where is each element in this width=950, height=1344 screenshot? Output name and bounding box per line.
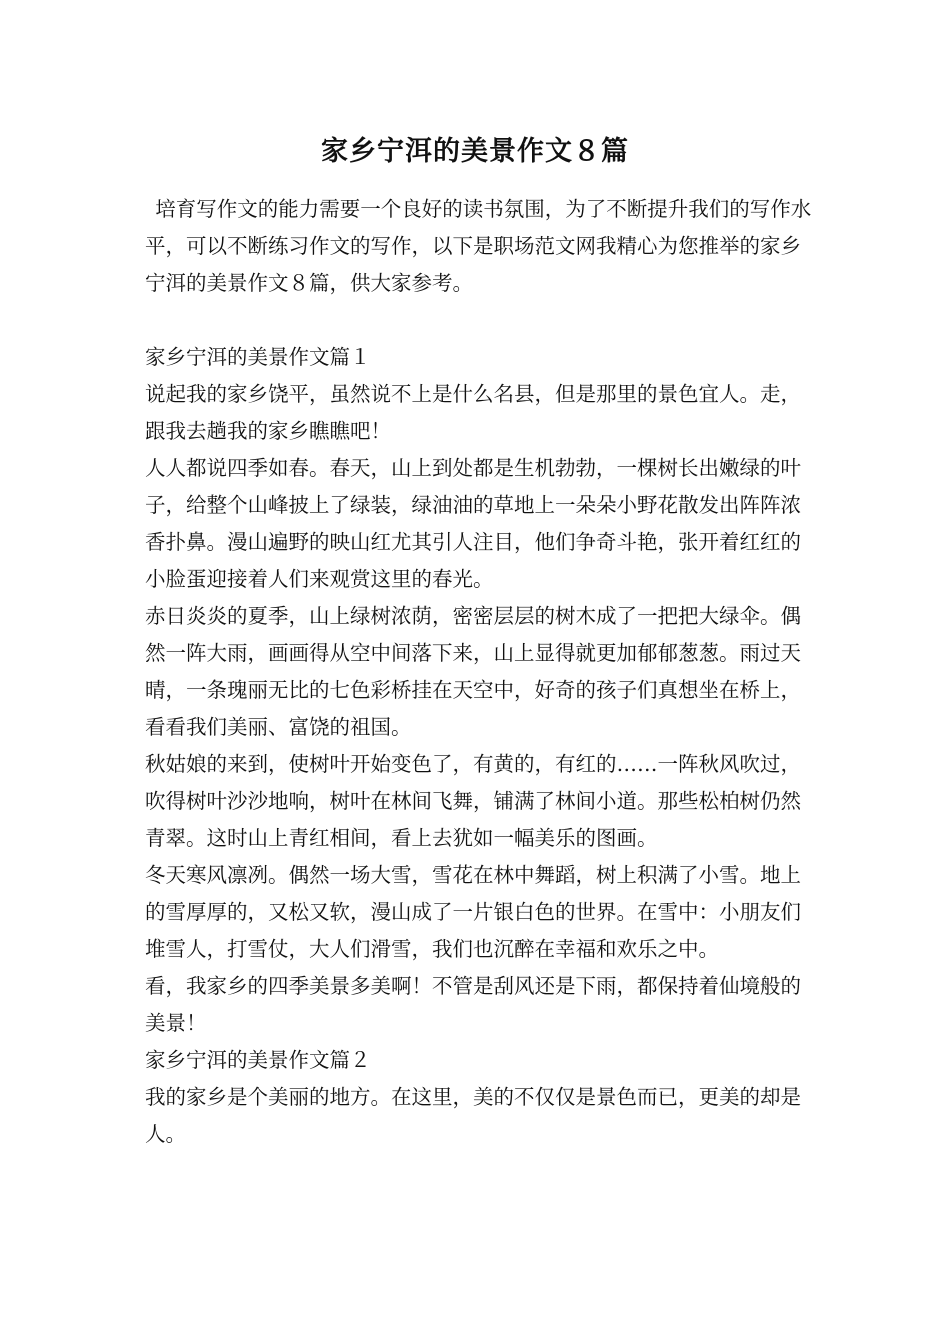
body-paragraph: 冬天寒风凛冽。偶然一场大雪，雪花在林中舞蹈，树上积满了小雪。地上的雪厚厚的，又松又软，漫山成了一片银白色的世界。在雪中：小朋友们堆雪人，打雪仗，大人们滑雪，我们也沉醉在幸福和欢乐之中。 — [145, 863, 801, 961]
intro-paragraph: 培育写作文的能力需要一个良好的读书氛围，为了不断提升我们的写作水平，可以不断练习作文的写作，以下是职场范文网我精心为您推举的家乡宁洱的美景作文８篇，供大家参考。 — [145, 197, 812, 295]
body-paragraph: 我的家乡是个美丽的地方。在这里，美的不仅仅是景色而已，更美的却是人。 — [145, 1085, 801, 1146]
section-heading-2: 家乡宁洱的美景作文篇２ — [145, 1048, 371, 1072]
body-paragraph: 赤日炎炎的夏季，山上绿树浓荫，密密层层的树木成了一把把大绿伞。偶然一阵大雨，画画得从空中间落下来，山上显得就更加郁郁葱葱。雨过天晴，一条瑰丽无比的七色彩桥挂在天空中，好奇的孩子们真想坐在桥上，看看我们美丽、富饶的祖国。 — [145, 604, 801, 739]
document-body — [145, 191, 815, 1153]
body-paragraph: 看，我家乡的四季美景多美啊！不管是刮风还是下雨，都保持着仙境般的美景！ — [145, 974, 801, 1035]
body-paragraph: 人人都说四季如春。春天，山上到处都是生机勃勃，一棵树长出嫩绿的叶子，给整个山峰披上了绿装，绿油油的草地上一朵朵小野花散发出阵阵浓香扑鼻。漫山遍野的映山红尤其引人注目，他们争奇斗艳，张开着红红的小脸蛋迎接着人们来观赏这里的春光。 — [145, 456, 801, 591]
page-title: 家乡宁洱的美景作文８篇 — [321, 136, 629, 167]
body-paragraph: 秋姑娘的来到，使树叶开始变色了，有黄的，有红的……一阵秋风吹过，吹得树叶沙沙地响，树叶在林间飞舞，铺满了林间小道。那些松柏树仍然青翠。这时山上青红相间，看上去犹如一幅美乐的图画。 — [145, 752, 801, 850]
body-paragraph: 说起我的家乡饶平，虽然说不上是什么名县，但是那里的景色宜人。走，跟我去趟我的家乡瞧瞧吧！ — [145, 382, 801, 443]
section-heading-1: 家乡宁洱的美景作文篇１ — [145, 345, 371, 369]
